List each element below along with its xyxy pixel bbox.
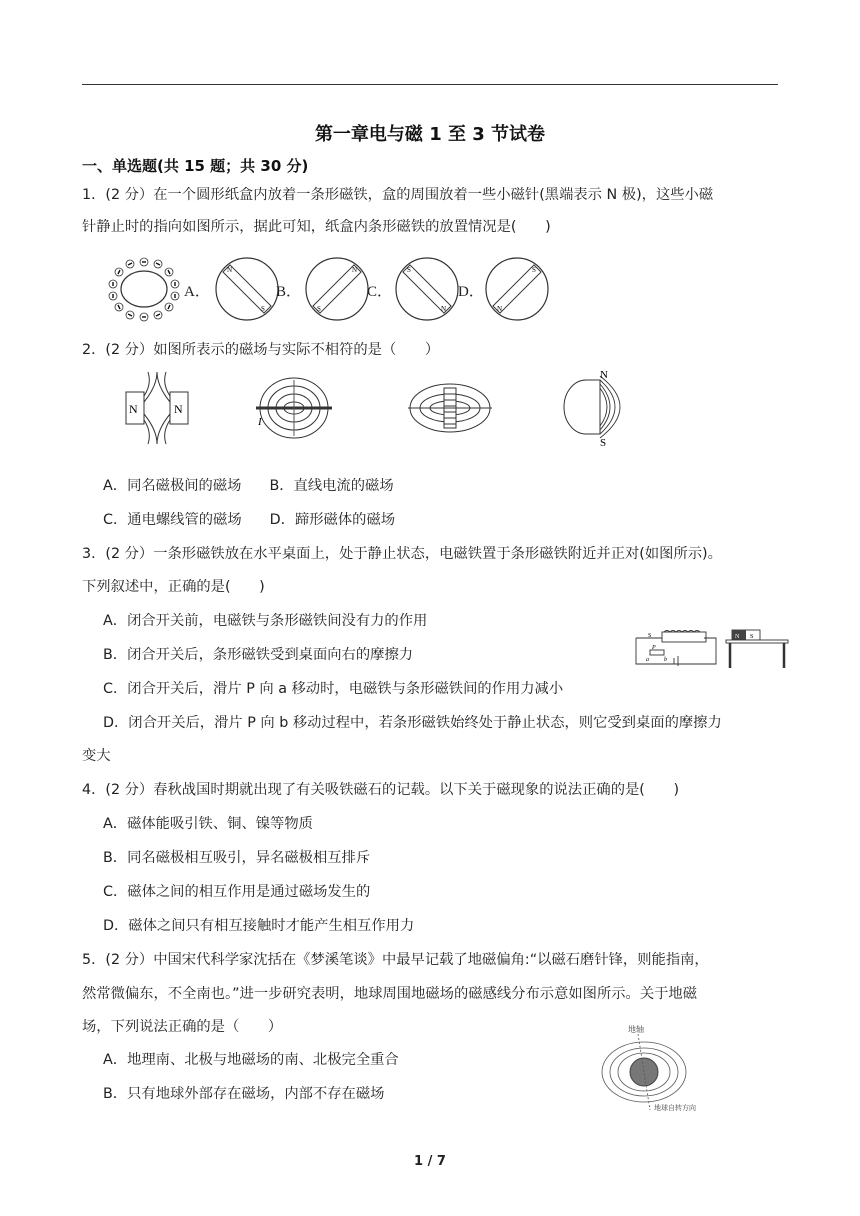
q2-options-row1 xyxy=(103,476,394,496)
q4-option-b[interactable]: B．同名磁极相互吸引，异名磁极相互排斥 xyxy=(103,850,371,866)
q5-option-a[interactable]: A．地理南、北极与地磁场的南、北极完全重合 xyxy=(103,1052,399,1068)
q2-straight-current-figure xyxy=(248,370,334,446)
q4-option-a[interactable]: A．磁体能吸引铁、铜、镍等物质 xyxy=(103,816,313,832)
q4-option-c[interactable]: C．磁体之间的相互作用是通过磁场发生的 xyxy=(103,884,371,900)
q4-option-d[interactable]: D．磁体之间只有相互接触时才能产生相互作用力 xyxy=(103,918,415,934)
q1-stem-line1: 1．(2 分）在一个圆形纸盒内放着一条形磁铁，盒的周围放着一些小磁针(黑端表示 N 极)，这些小磁 xyxy=(82,187,714,203)
q3-stem-line1: 3．(2 分）一条形磁铁放在水平桌面上，处于静止状态，电磁铁置于条形磁铁附近并正对(如图所示)。 xyxy=(82,546,722,562)
section-heading: 一、单选题(共 15 题；共 30 分) xyxy=(82,157,309,175)
q2-options-row2 xyxy=(103,510,395,530)
q1-option-b-figure[interactable] xyxy=(304,254,370,324)
q1-stem-line2: 针静止时的指向如图所示，据此可知，纸盒内条形磁铁的放置情况是( ) xyxy=(82,219,551,235)
q3-fig-switch-label: S xyxy=(648,633,652,639)
q3-fig-a-label: a xyxy=(646,657,649,663)
q1-option-a-label[interactable]: A． xyxy=(184,284,210,300)
q3-option-d-line1[interactable]: D．闭合开关后，滑片 P 向 b 移动过程中，若条形磁铁始终处于静止状态，则它受到桌面的摩擦力 xyxy=(103,715,722,731)
q2-fig4-n-label: N xyxy=(600,369,608,381)
q2-stem: 2．(2 分）如图所表示的磁场与实际不相符的是（ ） xyxy=(82,342,440,358)
q2-option-d[interactable]: D．蹄形磁体的磁场 xyxy=(269,512,396,528)
q1-option-b-label[interactable]: B． xyxy=(276,284,302,300)
q5-fig-rotation-label: 地球自转方向 xyxy=(654,1104,696,1112)
q2-option-a[interactable]: A．同名磁极间的磁场 xyxy=(103,478,242,494)
q1-option-c-figure[interactable] xyxy=(394,254,460,324)
q3-fig-p-label: P xyxy=(652,645,656,651)
q3-circuit-figure xyxy=(630,628,792,668)
q2-horseshoe-magnet-figure xyxy=(560,366,640,448)
q3-option-c[interactable]: C．闭合开关后，滑片 P 向 a 移动时，电磁铁与条形磁铁间的作用力减小 xyxy=(103,681,564,697)
q1-option-a-figure[interactable] xyxy=(214,254,280,324)
q2-solenoid-figure xyxy=(404,370,496,446)
q4-stem: 4．(2 分）春秋战国时期就出现了有关吸铁磁石的记载。以下关于磁现象的说法正确的是( ) xyxy=(82,782,680,798)
q1-compass-ring-figure xyxy=(104,254,184,324)
q2-option-b[interactable]: B．直线电流的磁场 xyxy=(269,478,394,494)
q5-option-b[interactable]: B．只有地球外部存在磁场，内部不存在磁场 xyxy=(103,1086,385,1102)
q3-fig-magnet-n: N xyxy=(735,634,740,640)
q2-fig1-n-right: N xyxy=(174,402,183,416)
q1-option-c-label[interactable]: C． xyxy=(367,284,393,300)
q2-fig4-s-label: S xyxy=(600,437,607,448)
q3-option-b[interactable]: B．闭合开关后，条形磁铁受到桌面向右的摩擦力 xyxy=(103,647,414,663)
q2-fig2-current-label: I xyxy=(258,416,262,428)
q5-stem-line2: 然常微偏东，不全南也。”进一步研究表明，地球周围地磁场的磁感线分布示意如图所示。关于地磁 xyxy=(82,986,698,1002)
q5-stem-line3: 场，下列说法正确的是（ ） xyxy=(82,1019,283,1035)
q5-earth-magnetic-field-figure xyxy=(598,1020,700,1114)
q1-option-d-figure[interactable] xyxy=(484,254,550,324)
q5-stem-line1: 5．(2 分）中国宋代科学家沈括在《梦溪笔谈》中最早记载了地磁偏角:“以磁石磨针锋，则能指南， xyxy=(82,952,709,968)
svg-text:N: N xyxy=(441,305,447,313)
svg-text:N: N xyxy=(227,266,233,274)
q3-option-d-line2: 变大 xyxy=(82,748,111,764)
page-number: 1 / 7 xyxy=(414,1154,446,1169)
q2-option-c[interactable]: C．通电螺线管的磁场 xyxy=(103,512,242,528)
q1-option-d-label[interactable]: D． xyxy=(458,284,484,300)
svg-text:S: S xyxy=(407,266,411,274)
q2-like-poles-figure xyxy=(124,370,190,446)
q2-fig1-n-left: N xyxy=(129,402,138,416)
svg-text:N: N xyxy=(352,266,358,274)
header-rule xyxy=(82,84,778,85)
q5-fig-axis-label: 地轴 xyxy=(628,1025,644,1034)
svg-text:S: S xyxy=(317,305,321,313)
q3-fig-b-label: b xyxy=(664,657,667,663)
page-title: 第一章电与磁 1 至 3 节试卷 xyxy=(314,124,546,145)
q3-option-a[interactable]: A．闭合开关前，电磁铁与条形磁铁间没有力的作用 xyxy=(103,613,428,629)
svg-text:N: N xyxy=(497,305,503,313)
svg-text:S: S xyxy=(261,305,265,313)
q3-stem-line2: 下列叙述中，正确的是( ) xyxy=(82,579,265,595)
q3-fig-magnet-s: S xyxy=(750,634,754,640)
svg-text:S: S xyxy=(532,266,536,274)
